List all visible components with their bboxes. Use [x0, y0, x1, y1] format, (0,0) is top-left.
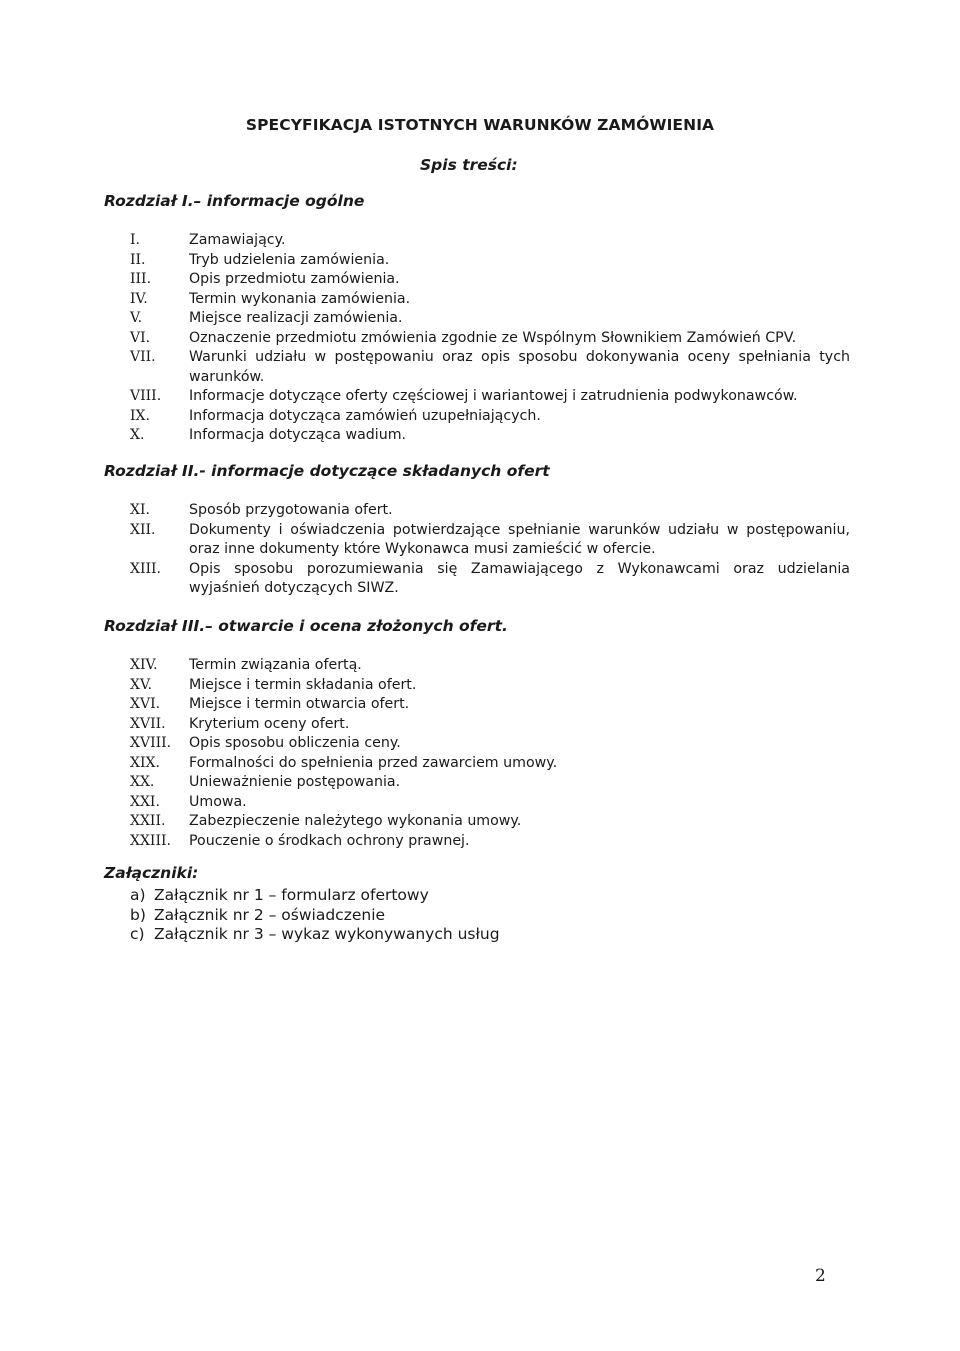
item-number: XVI. — [130, 696, 161, 712]
toc-item — [130, 754, 850, 774]
item-number: XX. — [130, 774, 155, 790]
toc-item — [130, 734, 850, 754]
chapter-2-list — [130, 501, 850, 599]
item-text: Termin wykonania zamówienia. — [189, 290, 411, 307]
toc-item — [130, 231, 850, 251]
item-number: XIII. — [130, 560, 162, 577]
item-number: XIX. — [130, 754, 160, 771]
attachments-list — [130, 886, 500, 945]
item-number: VIII. — [130, 388, 162, 404]
attachment-text: Załącznik nr 1 – formularz ofertowy — [154, 886, 429, 904]
attachments-heading: Załączniki: — [104, 864, 199, 882]
toc-item — [130, 793, 850, 813]
item-text: Opis sposobu obliczenia ceny. — [189, 735, 401, 751]
item-text: Oznaczenie przedmiotu zmówienia zgodnie ze Wspólnym Słownikiem Zamówień CPV. — [189, 329, 797, 346]
item-text: Opis przedmiotu zamówienia. — [189, 271, 400, 287]
item-text: Informacja dotycząca wadium. — [189, 427, 407, 443]
toc-item — [130, 521, 850, 560]
chapter-2-heading: Rozdział II.- informacje dotyczące składanych ofert — [104, 462, 550, 480]
item-number: XV. — [130, 676, 153, 693]
toc-item — [130, 695, 850, 715]
item-text: Zabezpieczenie należytego wykonania umowy. — [189, 813, 522, 829]
toc-item — [130, 309, 850, 329]
item-text: Dokumenty i oświadczenia potwierdzające spełnianie warunków udziału w postępowaniu, oraz inne dokumenty które Wykonawca musi zamieścić w ofercie. — [189, 521, 850, 557]
item-text: Kryterium oceny ofert. — [189, 715, 350, 732]
item-number: I. — [130, 232, 140, 248]
toc-item — [130, 290, 850, 310]
item-text: Miejsce i termin składania ofert. — [189, 676, 417, 693]
chapter-1-list — [130, 231, 850, 446]
item-number: VII. — [130, 349, 156, 365]
attachment-letter: c) — [130, 925, 145, 943]
toc-item — [130, 832, 850, 852]
item-text: Unieważnienie postępowania. — [189, 774, 401, 790]
item-number: XIV. — [130, 657, 158, 673]
item-text: Termin związania ofertą. — [189, 657, 362, 673]
item-text: Informacje dotyczące oferty częściowej i wariantowej i zatrudnienia podwykonawców. — [189, 388, 798, 404]
item-number: XVIII. — [130, 735, 172, 751]
toc-item — [130, 348, 850, 387]
attachment-text: Załącznik nr 3 – wykaz wykonywanych usług — [154, 925, 500, 943]
chapter-1-heading: Rozdział I.– informacje ogólne — [104, 192, 365, 210]
chapter-3-list — [130, 656, 850, 851]
attachment-item — [130, 886, 500, 906]
item-text: Miejsce realizacji zamówienia. — [189, 310, 403, 326]
item-number: II. — [130, 251, 146, 268]
item-number: VI. — [130, 329, 151, 346]
item-text: Opis sposobu porozumiewania się Zamawiającego z Wykonawcami oraz udzielania wyjaśnień dotyczących SIWZ. — [189, 560, 850, 596]
item-text: Zamawiający. — [189, 232, 286, 248]
toc-item — [130, 656, 850, 676]
item-number: XXI. — [130, 793, 160, 810]
toc-item — [130, 773, 850, 793]
toc-item — [130, 812, 850, 832]
item-text: Informacja dotycząca zamówień uzupełniających. — [189, 407, 541, 424]
item-number: X. — [130, 427, 145, 443]
item-text: Sposób przygotowania ofert. — [189, 502, 393, 518]
chapter-3-heading: Rozdział III.– otwarcie i ocena złożonych ofert. — [104, 617, 508, 635]
toc-item — [130, 501, 850, 521]
toc-item — [130, 407, 850, 427]
item-text: Formalności do spełnienia przed zawarciem umowy. — [189, 754, 558, 771]
attachment-letter: a) — [130, 886, 146, 904]
toc-item — [130, 426, 850, 446]
item-text: Miejsce i termin otwarcia ofert. — [189, 696, 410, 712]
toc-item — [130, 251, 850, 271]
toc-item — [130, 676, 850, 696]
item-text: Tryb udzielenia zamówienia. — [189, 251, 390, 268]
item-text: Pouczenie o środkach ochrony prawnej. — [189, 832, 470, 849]
attachment-text: Załącznik nr 2 – oświadczenie — [154, 905, 386, 924]
item-number: XXII. — [130, 813, 166, 829]
item-number: V. — [130, 310, 143, 326]
attachment-item — [130, 906, 500, 926]
toc-item — [130, 560, 850, 599]
page-number: 2 — [815, 1266, 826, 1286]
toc-heading: Spis treści: — [420, 156, 518, 174]
item-text: Warunki udziału w postępowaniu oraz opis sposobu dokonywania oceny spełniania tych warunków. — [189, 349, 850, 385]
item-text: Umowa. — [189, 793, 247, 810]
item-number: XII. — [130, 521, 156, 538]
toc-item — [130, 715, 850, 735]
item-number: XVII. — [130, 715, 166, 732]
toc-item — [130, 387, 850, 407]
item-number: IX. — [130, 407, 150, 424]
item-number: XXIII. — [130, 832, 171, 849]
document-title: SPECYFIKACJA ISTOTNYCH WARUNKÓW ZAMÓWIENIA — [245, 116, 715, 134]
toc-item — [130, 270, 850, 290]
attachment-item — [130, 925, 500, 945]
item-number: XI. — [130, 502, 150, 518]
item-number: IV. — [130, 290, 148, 307]
item-number: III. — [130, 271, 152, 287]
toc-item — [130, 329, 850, 349]
attachment-letter: b) — [130, 905, 146, 924]
